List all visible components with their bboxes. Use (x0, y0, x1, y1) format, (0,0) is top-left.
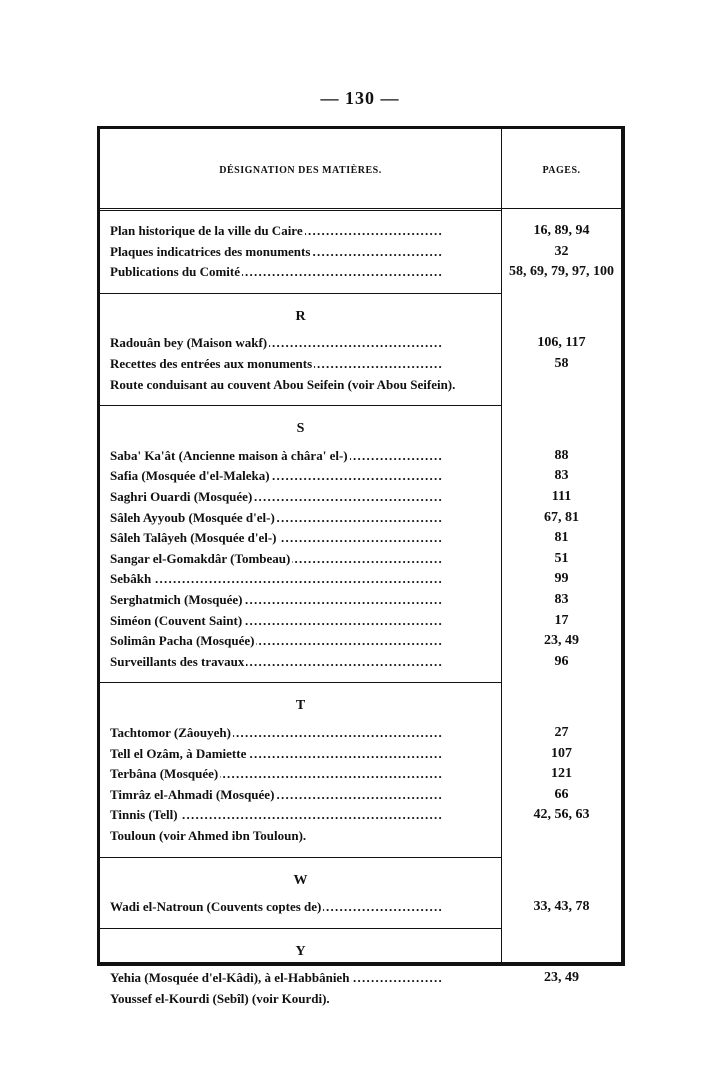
entry-pages: 121 (551, 766, 572, 782)
entry-text: Timrâz el-Ahmadi (Mosquée) (110, 786, 275, 802)
entry-text: Surveillants des travaux (110, 653, 245, 669)
header-designation: DÉSIGNATION DES MATIÈRES. (219, 165, 382, 176)
index-entry (110, 466, 498, 486)
entry-pages: 42, 56, 63 (533, 807, 590, 823)
entry-pages: 67, 81 (544, 509, 579, 525)
entry-text: Recettes des entrées aux monuments (110, 356, 313, 371)
group-separator (100, 682, 501, 683)
section-letter: S (296, 421, 305, 437)
group-separator (100, 293, 501, 294)
index-entry (110, 989, 498, 1009)
entry-pages: 66 (554, 786, 569, 802)
entry-pages: 27 (554, 725, 569, 740)
entry-pages: 107 (551, 745, 572, 761)
index-entry (110, 375, 498, 395)
entry-text: Solimân Pacha (Mosquée) (110, 633, 255, 649)
group-separator (100, 405, 501, 406)
index-entry (110, 611, 498, 631)
index-entry (110, 631, 498, 651)
group-separator (100, 928, 501, 929)
entry-pages: 81 (554, 530, 569, 546)
section-letter: R (295, 308, 306, 324)
index-entry (110, 569, 498, 589)
entry-pages: 96 (554, 653, 569, 669)
group-separator (100, 857, 501, 858)
entry-pages: 58 (554, 356, 569, 371)
entry-text: Sâleh Talâyeh (Mosquée d'el-) (110, 530, 277, 546)
entry-text: Siméon (Couvent Saint) (110, 612, 243, 628)
entry-pages: 32 (554, 243, 569, 259)
entry-text: Youssef el-Kourdi (Sebîl) (voir Kourdi). (110, 991, 330, 1006)
index-entry (110, 221, 498, 241)
index-entry (110, 652, 498, 672)
index-entry (110, 764, 498, 784)
index-entry (110, 508, 498, 528)
entry-text: Plan historique de la ville du Caire (110, 223, 303, 238)
index-entry (110, 805, 498, 825)
entry-text: Wadi el-Natroun (Couvents coptes de) (110, 899, 322, 915)
entry-pages: 83 (554, 592, 569, 607)
entry-pages: 23, 49 (544, 633, 579, 649)
section-letter: Y (295, 943, 306, 959)
header-rule-double (100, 210, 501, 211)
index-entry (110, 590, 498, 610)
entry-text: Plaques indicatrices des monuments (110, 243, 311, 259)
entry-text: Tachtomor (Zâouyeh) (110, 725, 231, 740)
header-pages: PAGES. (542, 165, 581, 176)
index-entry (110, 354, 498, 374)
header-rule (100, 208, 621, 209)
index-entry (110, 549, 498, 569)
index-entry (110, 242, 498, 262)
section-letter: T (295, 698, 306, 714)
entry-pages: 99 (554, 571, 569, 587)
entry-text: Yehia (Mosquée d'el-Kâdi), à el-Habbânieh (110, 970, 350, 986)
index-entry (110, 333, 498, 353)
index-entry (110, 262, 498, 282)
entry-pages: 88 (554, 447, 569, 463)
index-entry (110, 785, 498, 805)
entry-text: Radouân bey (Maison wakf) (110, 335, 268, 351)
entry-text: Safia (Mosquée d'el-Maleka) (110, 468, 270, 484)
entry-pages: 33, 43, 78 (533, 899, 590, 915)
entry-text: Terbâna (Mosquée) (110, 766, 219, 782)
entry-text: Route conduisant au couvent Abou Seifein (voir Abou Seifein). (110, 376, 456, 392)
entry-pages: 83 (554, 468, 569, 484)
section-letter: W (293, 872, 308, 888)
index-entry (110, 528, 498, 548)
index-entry (110, 487, 498, 507)
entry-text: Touloun (voir Ahmed ibn Touloun). (110, 828, 307, 843)
entry-text: Sangar el-Gomakdâr (Tombeau) (110, 550, 291, 566)
entry-text: Tell el Ozâm, à Damiette (110, 745, 247, 761)
index-entry (110, 897, 498, 917)
index-entry (110, 446, 498, 466)
entry-pages: 111 (551, 489, 572, 504)
index-entry (110, 968, 498, 988)
entry-pages: 51 (554, 550, 569, 566)
page-number: — 130 — (320, 88, 400, 108)
index-entry (110, 723, 498, 743)
entry-text: Sebâkh (110, 571, 152, 587)
entry-text: Sâleh Ayyoub (Mosquée d'el-) (110, 509, 275, 525)
entry-text: Tinnis (Tell) (110, 807, 178, 823)
entry-pages: 23, 49 (544, 970, 579, 986)
entry-pages: 17 (554, 612, 569, 628)
entry-text: Saghri Ouardi (Mosquée) (110, 489, 253, 504)
entry-pages: 16, 89, 94 (533, 223, 590, 238)
entry-pages: 106, 117 (537, 335, 586, 351)
index-table (97, 126, 625, 1006)
entry-text: Publications du Comité (110, 264, 241, 280)
entry-text: Serghatmich (Mosquée) (110, 592, 243, 607)
index-entry (110, 744, 498, 764)
index-entry (110, 826, 498, 846)
entry-text: Saba' Ka'ât (Ancienne maison à châra' el-) (110, 447, 348, 463)
entry-pages: 58, 69, 79, 97, 100 (509, 264, 614, 280)
